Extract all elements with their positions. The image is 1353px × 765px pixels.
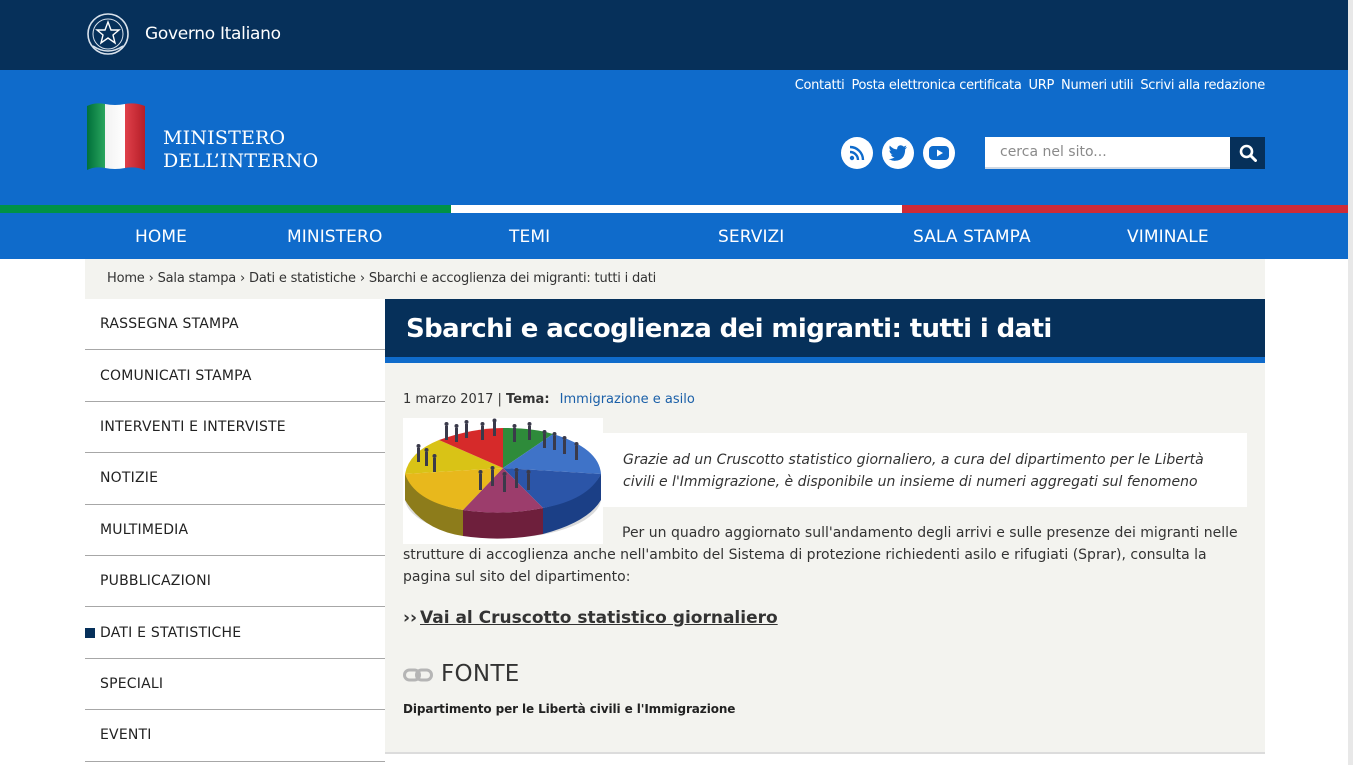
nav-viminale[interactable]: VIMINALE bbox=[1127, 227, 1209, 247]
nav-temi[interactable]: TEMI bbox=[509, 227, 551, 247]
sidebar-menu bbox=[85, 299, 385, 762]
sidebar-item-dati-statistiche[interactable]: DATI E STATISTICHE bbox=[85, 607, 385, 658]
nav-home[interactable]: HOME bbox=[135, 227, 187, 247]
fonte-source: Dipartimento per le Libertà civili e l'Immigrazione bbox=[403, 702, 736, 716]
tema-label: Tema: bbox=[506, 392, 550, 407]
fonte-heading: FONTE bbox=[441, 661, 520, 687]
sidebar-item-comunicati-stampa[interactable]: COMUNICATI STAMPA bbox=[85, 350, 385, 401]
tricolor-green bbox=[0, 205, 451, 213]
italian-republic-emblem-icon[interactable] bbox=[85, 10, 131, 58]
sidebar-item-speciali[interactable]: SPECIALI bbox=[85, 659, 385, 710]
government-name[interactable]: Governo Italiano bbox=[145, 24, 281, 44]
italian-flag-icon[interactable] bbox=[85, 100, 147, 174]
youtube-button[interactable] bbox=[923, 137, 955, 169]
article-intro: Grazie ad un Cruscotto statistico giornaliero, a cura del dipartimento per le Libertà civili e l'Immigrazione, è disponibile un insieme di numeri aggregati sul fenomeno bbox=[603, 433, 1247, 507]
breadcrumb-dati-statistiche[interactable]: Dati e statistiche bbox=[249, 271, 356, 286]
ministry-header bbox=[0, 70, 1353, 205]
cruscotto-link[interactable]: Vai al Cruscotto statistico giornaliero bbox=[420, 608, 778, 628]
twitter-icon bbox=[888, 144, 908, 162]
nav-ministero[interactable]: MINISTERO bbox=[287, 227, 383, 247]
utility-link-numeri-utili[interactable]: Numeri utili bbox=[1061, 78, 1134, 93]
ministry-name-line2: DELL’INTERNO bbox=[163, 150, 319, 172]
article-content bbox=[385, 299, 1265, 754]
utility-links bbox=[795, 78, 1265, 93]
search-input[interactable] bbox=[985, 137, 1230, 169]
ministry-name-line1: MINISTERO bbox=[163, 127, 286, 149]
youtube-icon bbox=[928, 145, 950, 161]
breadcrumb-sala-stampa[interactable]: Sala stampa bbox=[157, 271, 237, 286]
rss-icon bbox=[848, 144, 866, 162]
page-scrollbar[interactable] bbox=[1348, 0, 1353, 765]
breadcrumb-separator: › bbox=[359, 271, 365, 286]
ministry-logo-text[interactable] bbox=[163, 127, 318, 173]
utility-link-scrivi-redazione[interactable]: Scrivi alla redazione bbox=[1140, 78, 1265, 93]
link-chain-icon bbox=[403, 667, 433, 683]
main-navigation bbox=[0, 213, 1353, 259]
article-date: 1 marzo 2017 bbox=[403, 392, 494, 407]
tema-link[interactable]: Immigrazione e asilo bbox=[559, 392, 695, 407]
breadcrumb bbox=[85, 259, 1265, 299]
breadcrumb-separator: › bbox=[148, 271, 154, 286]
nav-servizi[interactable]: SERVIZI bbox=[718, 227, 785, 247]
page-title: Sbarchi e accoglienza dei migranti: tutti i dati bbox=[406, 314, 1052, 344]
nav-sala-stampa[interactable]: SALA STAMPA bbox=[913, 227, 1031, 247]
utility-link-pec[interactable]: Posta elettronica certificata bbox=[851, 78, 1022, 93]
sidebar-item-notizie[interactable]: NOTIZIE bbox=[85, 453, 385, 504]
utility-link-urp[interactable]: URP bbox=[1028, 78, 1055, 93]
search-button[interactable] bbox=[1230, 137, 1265, 169]
tricolor-divider bbox=[0, 205, 1353, 213]
tricolor-white bbox=[451, 205, 902, 213]
breadcrumb-current: Sbarchi e accoglienza dei migranti: tutti i dati bbox=[368, 271, 657, 286]
rss-button[interactable] bbox=[841, 137, 873, 169]
government-top-bar bbox=[0, 0, 1353, 70]
sidebar-item-multimedia[interactable]: MULTIMEDIA bbox=[85, 505, 385, 556]
meta-separator: | bbox=[497, 392, 502, 407]
article-meta bbox=[403, 392, 695, 407]
breadcrumb-home[interactable]: Home bbox=[107, 271, 145, 286]
sidebar-item-eventi[interactable]: EVENTI bbox=[85, 710, 385, 761]
tricolor-red bbox=[902, 205, 1353, 213]
cruscotto-cta bbox=[403, 608, 778, 628]
sidebar-item-interventi-interviste[interactable]: INTERVENTI E INTERVISTE bbox=[85, 402, 385, 453]
utility-link-contatti[interactable]: Contatti bbox=[794, 78, 845, 93]
article-title-bar bbox=[385, 299, 1265, 363]
search-icon bbox=[1239, 144, 1257, 162]
article-body: Per un quadro aggiornato sull'andamento degli arrivi e sulle presenze dei migranti nelle strutture di accoglienza anche nell'ambito del Sistema di protezione richiedenti asilo e rifugiati (Sprar), consulta la pagina sul sito del dipartimento: bbox=[403, 525, 1238, 585]
breadcrumb-separator: › bbox=[240, 271, 246, 286]
cta-arrow-icon: ›› bbox=[403, 608, 418, 628]
sidebar-item-rassegna-stampa[interactable]: RASSEGNA STAMPA bbox=[85, 299, 385, 350]
sidebar-item-pubblicazioni[interactable]: PUBBLICAZIONI bbox=[85, 556, 385, 607]
twitter-button[interactable] bbox=[882, 137, 914, 169]
